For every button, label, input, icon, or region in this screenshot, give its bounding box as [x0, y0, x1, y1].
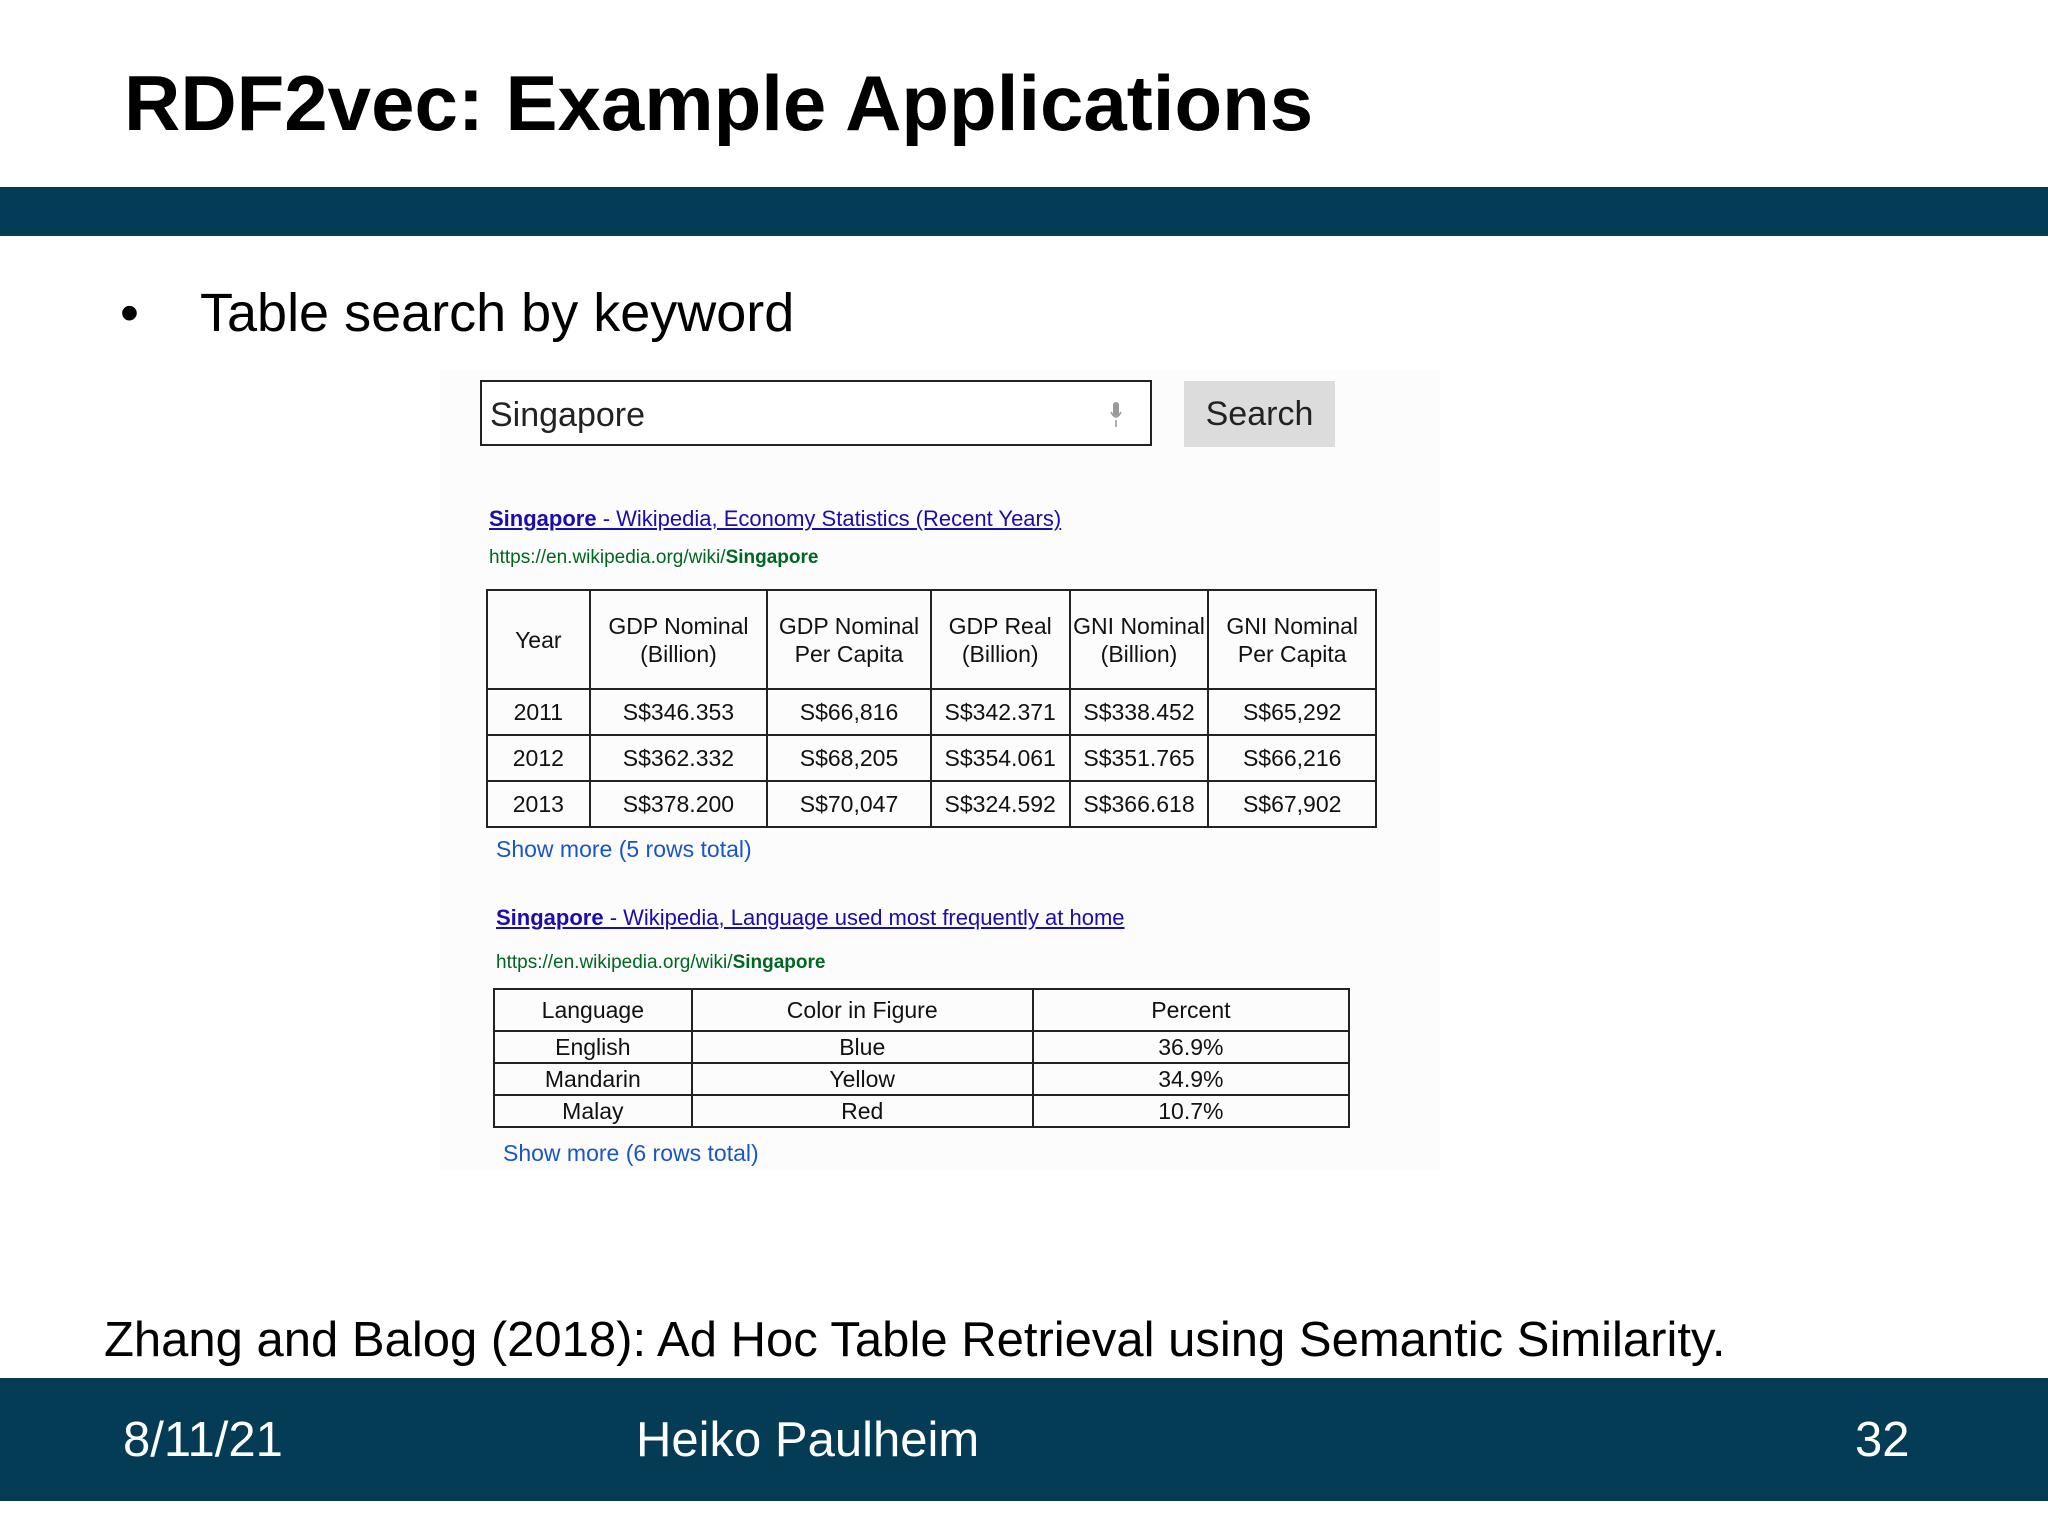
bullet-text: Table search by keyword: [200, 283, 795, 343]
column-header: Year: [487, 590, 590, 689]
result-2-url-prefix: https://en.wikipedia.org/wiki/: [496, 952, 733, 973]
table-cell: 36.9%: [1033, 1031, 1349, 1063]
footer-author: Heiko Paulheim: [636, 1413, 980, 1467]
microphone-icon[interactable]: [1110, 402, 1122, 428]
table-cell: S$65,292: [1208, 689, 1376, 735]
result-1-url: [489, 547, 818, 569]
column-header: GDP Nominal Per Capita: [767, 590, 931, 689]
column-header: GNI Nominal Per Capita: [1208, 590, 1376, 689]
table-cell: S$354.061: [931, 735, 1070, 781]
result-1-url-prefix: https://en.wikipedia.org/wiki/: [489, 547, 726, 568]
table-cell: Yellow: [692, 1063, 1033, 1095]
table-cell: S$342.371: [931, 689, 1070, 735]
footer-bar: [0, 1378, 2048, 1501]
table-cell: S$338.452: [1070, 689, 1209, 735]
slide-title: RDF2vec: Example Applications: [124, 59, 1314, 147]
bottom-margin: [0, 1501, 2048, 1536]
language-table: [493, 988, 1350, 1128]
result-1-show-more-link[interactable]: Show more (5 rows total): [496, 836, 752, 862]
table-header-row: [487, 590, 1376, 689]
table-cell: Malay: [494, 1095, 692, 1127]
result-2-show-more-link[interactable]: Show more (6 rows total): [503, 1140, 759, 1166]
table-cell: 2012: [487, 735, 590, 781]
citation: Zhang and Balog (2018): Ad Hoc Table Retrieval using Semantic Similarity.: [104, 1313, 1726, 1367]
table-cell: S$366.618: [1070, 781, 1209, 827]
column-header: GNI Nominal (Billion): [1070, 590, 1209, 689]
table-cell: Blue: [692, 1031, 1033, 1063]
table-cell: S$378.200: [590, 781, 768, 827]
economy-statistics-table: [486, 589, 1377, 828]
table-cell: English: [494, 1031, 692, 1063]
table-cell: Mandarin: [494, 1063, 692, 1095]
column-header: GDP Real (Billion): [931, 590, 1070, 689]
result-2-url: [496, 952, 825, 974]
result-1-title-text: - Wikipedia, Economy Statistics (Recent Years): [596, 506, 1062, 531]
table-cell: 2013: [487, 781, 590, 827]
search-query: Singapore: [490, 396, 646, 434]
title-divider-bar: [0, 187, 2048, 236]
table-cell: S$346.353: [590, 689, 768, 735]
column-header: Percent: [1033, 989, 1349, 1031]
table-cell: 34.9%: [1033, 1063, 1349, 1095]
table-cell: S$66,216: [1208, 735, 1376, 781]
table-row: [494, 1031, 1349, 1063]
table-cell: S$66,816: [767, 689, 931, 735]
footer-date: 8/11/21: [123, 1413, 283, 1467]
result-2-title-text: - Wikipedia, Language used most frequently at home: [603, 905, 1125, 930]
result-2-url-keyword: Singapore: [732, 952, 826, 973]
table-cell: Red: [692, 1095, 1033, 1127]
table-cell: S$70,047: [767, 781, 931, 827]
table-cell: 10.7%: [1033, 1095, 1349, 1127]
table-row: [487, 781, 1376, 827]
table-cell: 2011: [487, 689, 590, 735]
result-1-url-keyword: Singapore: [725, 547, 819, 568]
table-cell: S$351.765: [1070, 735, 1209, 781]
table-cell: S$68,205: [767, 735, 931, 781]
table-cell: S$67,902: [1208, 781, 1376, 827]
result-1-title-keyword: Singapore: [489, 506, 597, 531]
result-2-title-keyword: Singapore: [496, 905, 604, 930]
result-2-title-link[interactable]: [496, 905, 1125, 931]
column-header: Language: [494, 989, 692, 1031]
page-number: 32: [1855, 1413, 1910, 1467]
table-cell: S$362.332: [590, 735, 768, 781]
bullet-icon: •: [120, 283, 139, 343]
search-button[interactable]: Search: [1184, 381, 1335, 447]
column-header: GDP Nominal (Billion): [590, 590, 768, 689]
table-row: [494, 1095, 1349, 1127]
column-header: Color in Figure: [692, 989, 1033, 1031]
search-input[interactable]: [480, 380, 1152, 446]
table-cell: S$324.592: [931, 781, 1070, 827]
table-header-row: [494, 989, 1349, 1031]
table-row: [487, 735, 1376, 781]
result-1-title-link[interactable]: [489, 506, 1061, 532]
table-row: [494, 1063, 1349, 1095]
table-row: [487, 689, 1376, 735]
